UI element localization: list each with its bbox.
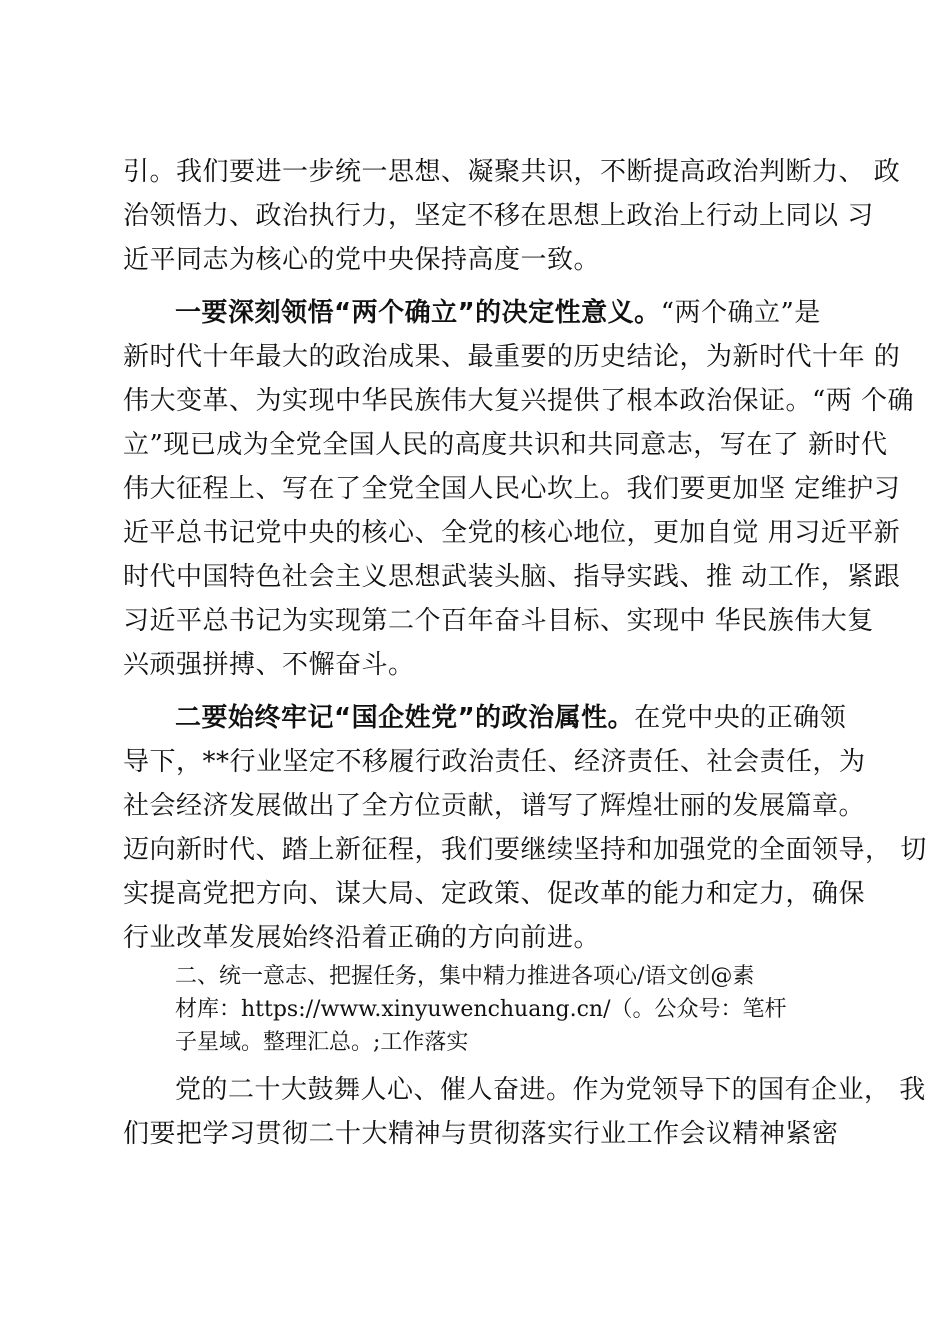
- text-line: 立”现已成为全党全国人民的高度共识和共同意志，写在了 新时代: [123, 430, 888, 460]
- text-line: 迈向新时代、踏上新征程，我们要继续坚持和加强党的全面领导， 切: [123, 835, 927, 865]
- text-line: 伟大变革、为实现中华民族伟大复兴提供了根本政治保证。“两 个确: [123, 386, 915, 416]
- text-line: 近平同志为核心的党中央保持高度一致。: [123, 245, 601, 275]
- paragraph-2: [123, 291, 915, 687]
- text-line: 行业改革发展始终沿着正确的方向前进。: [123, 923, 601, 953]
- section-2-line: 二、统一意志、把握任务，集中精力推进各项心/语文创@素: [175, 964, 755, 989]
- section-2-heading: [123, 960, 843, 1059]
- paragraph-3-first-line: [123, 696, 847, 740]
- text-line: 实提高党把方向、谋大局、定政策、促改革的能力和定力，确保: [123, 879, 866, 909]
- text-line: 治领悟力、政治执行力，坚定不移在思想上政治上行动上同以 习: [123, 201, 874, 231]
- text-line: 们要把学习贯彻二十大精神与贯彻落实行业工作会议精神紧密: [123, 1119, 839, 1149]
- text-line: 时代中国特色社会主义思想武装头脑、指导实践、推 动工作，紧跟: [123, 562, 901, 592]
- document-body: [123, 150, 927, 1156]
- text-line: 社会经济发展做出了全方位贡献，谱写了辉煌壮丽的发展篇章。: [123, 791, 866, 821]
- text-line: 引。我们要进一步统一思想、凝聚共识，不断提高政治判断力、 政: [123, 157, 901, 187]
- paragraph-4: [123, 1068, 926, 1156]
- text-line: 兴顽强拼搏、不懈奋斗。: [123, 650, 415, 680]
- text-line: 伟大征程上、写在了全党全国人民心坎上。我们要更加坚 定维护习: [123, 474, 901, 504]
- paragraph-2-first-line: [123, 291, 843, 335]
- text-line: 新时代十年最大的政治成果、最重要的历史结论，为新时代十年 的: [123, 342, 901, 372]
- paragraph-2-first-line-text: “两个确立”是: [660, 298, 821, 328]
- paragraph-3: [123, 696, 927, 960]
- text-line: 党的二十大鼓舞人心、催人奋进。作为党领导下的国有企业， 我: [175, 1075, 926, 1105]
- section-2-line: 子星域。整理汇总。;工作落实: [175, 1030, 469, 1055]
- section-2-line: 材库：https://www.xinyuwenchuang.cn/（。公众号：笔杆: [175, 997, 787, 1022]
- paragraph-3-heading: 二要始终牢记“国企姓党”的政治属性。: [175, 703, 635, 733]
- paragraph-3-first-line-text: 在党中央的正确领: [634, 703, 847, 733]
- text-line: 导下，**行业坚定不移履行政治责任、经济责任、社会责任，为: [123, 747, 866, 777]
- paragraph-1: [123, 150, 901, 282]
- text-line: 习近平总书记为实现第二个百年奋斗目标、实现中 华民族伟大复: [123, 606, 874, 636]
- text-line: 近平总书记党中央的核心、全党的核心地位，更加自觉 用习近平新: [123, 518, 901, 548]
- paragraph-2-heading: 一要深刻领悟“两个确立”的决定性意义。: [175, 298, 661, 328]
